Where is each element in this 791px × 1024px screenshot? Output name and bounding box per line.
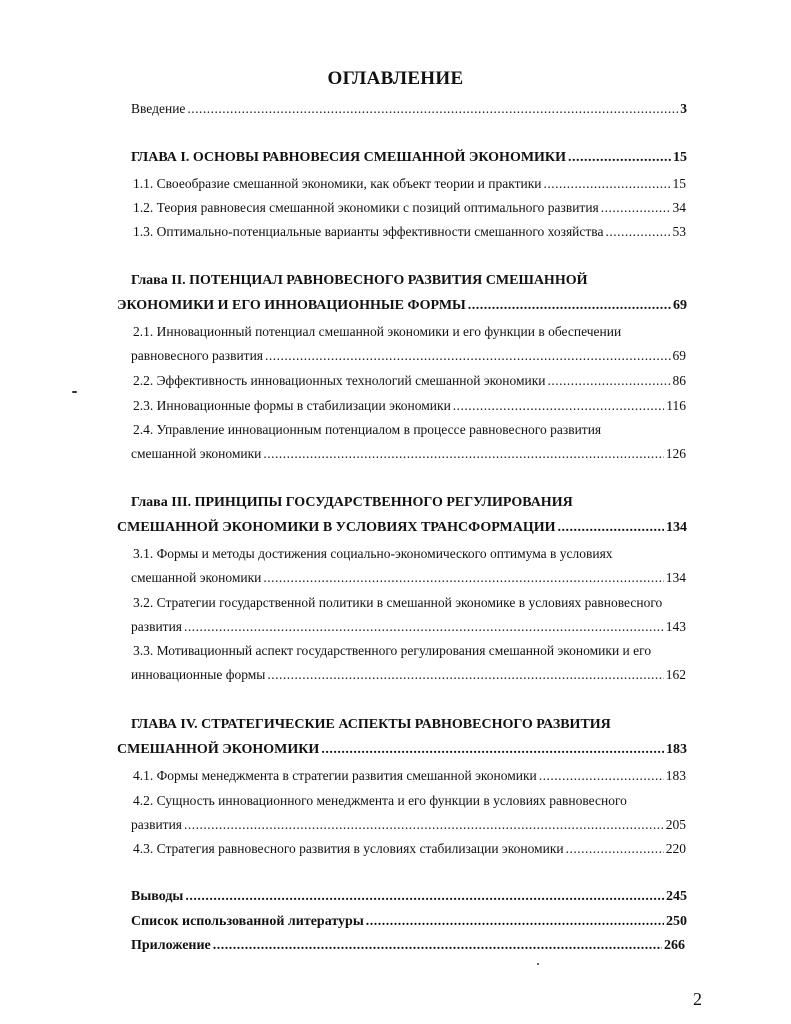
leader-dots [263,569,663,587]
section-page: 34 [672,200,686,215]
section-label: равновесного развития [131,348,264,363]
section-page: 116 [666,398,686,413]
section-page: 134 [665,570,686,585]
toc-section-3-3-line1: 3.3. Мотивационный аспект государственного регулирования смешанной экономики и его [133,643,652,658]
toc-entry-appendix [131,937,685,955]
leader-dots [566,840,664,858]
toc-section-3-2 [131,618,686,636]
toc-entry-label: Приложение [131,938,211,953]
section-page: 69 [672,348,686,363]
toc-section-2-4 [131,445,686,463]
leader-dots [184,816,664,834]
leader-dots [539,767,664,785]
leader-dots [184,618,664,636]
leader-dots [558,519,664,537]
toc-chapter-4-heading-line1: ГЛАВА IV. СТРАТЕГИЧЕСКИЕ АСПЕКТЫ РАВНОВЕСНОГО РАЗВИТИЯ [131,717,611,732]
section-page: 183 [665,768,686,783]
chapter-page: 15 [673,150,687,165]
toc-entry-label: Введение [131,101,186,116]
section-page: 53 [672,224,686,239]
toc-chapter-3-heading [117,519,687,537]
section-label: 1.3. Оптимально-потенциальные варианты эффективности смешанного хозяйства [133,224,604,239]
leader-dots [468,297,671,315]
leader-dots [185,888,664,906]
toc-section-3-1-line1: 3.1. Формы и методы достижения социально-экономического оптимума в условиях [133,546,613,561]
chapter-title: ЭКОНОМИКИ И ЕГО ИННОВАЦИОННЫЕ ФОРМЫ [117,298,466,313]
toc-title: ОГЛАВЛЕНИЕ [327,68,464,89]
section-label: 2.2. Эффективность инновационных технологий смешанной экономики [133,373,546,388]
scan-speck [537,963,539,965]
toc-entry-page: 245 [666,889,687,904]
section-label: инновационные формы [131,667,266,682]
toc-section-4-1 [133,767,686,785]
chapter-page: 183 [666,742,687,757]
chapter-page: 69 [673,298,687,313]
toc-chapter-1-heading [131,149,687,167]
toc-chapter-2-heading-line1: Глава II. ПОТЕНЦИАЛ РАВНОВЕСНОГО РАЗВИТИЯ СМЕШАННОЙ [131,273,588,288]
section-page: 86 [672,373,686,388]
leader-dots [605,223,670,241]
section-page: 162 [665,667,686,682]
toc-entry-label: Список использованной литературы [131,914,364,929]
toc-section-2-1-line1: 2.1. Инновационный потенциал смешанной экономики и его функции в обеспечении [133,324,622,339]
toc-entry-intro [131,100,687,118]
toc-entry-conclusions [131,888,687,906]
scan-speck [72,391,77,393]
toc-chapter-2-heading [117,297,687,315]
leader-dots [263,445,663,463]
section-label: развития [131,619,183,634]
toc-section-1-2 [133,199,686,217]
leader-dots [453,397,664,415]
section-label: 4.1. Формы менеджмента в стратегии развития смешанной экономики [133,768,537,783]
section-label: смешанной экономики [131,446,262,461]
toc-section-2-4-line1: 2.4. Управление инновационным потенциалом в процессе равновесного развития [133,422,602,437]
leader-dots [187,100,678,118]
chapter-page: 134 [666,520,687,535]
toc-entry-page: 250 [666,914,687,929]
section-label: 1.1. Своеобразие смешанной экономики, как объект теории и практики [133,176,542,191]
toc-section-1-1 [133,175,686,193]
toc-entry-bibliography [131,913,687,931]
toc-entry-page: 266 [664,938,685,953]
toc-entry-label: Выводы [131,889,184,904]
toc-chapter-4-heading [117,741,687,759]
section-page: 126 [665,446,686,461]
chapter-title: ГЛАВА I. ОСНОВЫ РАВНОВЕСИЯ СМЕШАННОЙ ЭКОНОМИКИ [131,150,566,165]
leader-dots [366,913,664,931]
section-page: 143 [665,619,686,634]
section-label: 4.3. Стратегия равновесного развития в условиях стабилизации экономики [133,841,564,856]
section-label: смешанной экономики [131,570,262,585]
page-number: 2 [693,989,702,1009]
leader-dots [548,372,671,390]
toc-section-2-2 [133,372,686,390]
section-page: 205 [665,817,686,832]
toc-section-4-2-line1: 4.2. Сущность инновационного менеджмента и его функции в условиях равновесного [133,793,627,808]
toc-section-2-3 [133,397,686,415]
leader-dots [267,666,663,684]
toc-section-1-3 [133,223,686,241]
toc-section-3-3 [131,666,686,684]
section-page: 15 [672,176,686,191]
leader-dots [321,741,664,759]
chapter-title: СМЕШАННОЙ ЭКОНОМИКИ В УСЛОВИЯХ ТРАНСФОРМАЦИИ [117,520,556,535]
section-label: 1.2. Теория равновесия смешанной экономики с позиций оптимального развития [133,200,599,215]
toc-section-4-3 [133,840,686,858]
chapter-title: СМЕШАННОЙ ЭКОНОМИКИ [117,742,320,757]
toc-chapter-3-heading-line1: Глава III. ПРИНЦИПЫ ГОСУДАРСТВЕННОГО РЕГУЛИРОВАНИЯ [131,495,573,510]
toc-section-2-1 [131,347,686,365]
leader-dots [265,347,670,365]
leader-dots [568,149,671,167]
leader-dots [213,937,662,955]
toc-section-3-2-line1: 3.2. Стратегии государственной политики в смешанной экономике в условиях равновесного [133,595,663,610]
toc-section-4-2 [131,816,686,834]
toc-entry-page: 3 [680,101,687,116]
leader-dots [601,199,671,217]
toc-section-3-1 [131,569,686,587]
section-label: развития [131,817,183,832]
leader-dots [544,175,671,193]
section-page: 220 [665,841,686,856]
section-label: 2.3. Инновационные формы в стабилизации экономики [133,398,451,413]
